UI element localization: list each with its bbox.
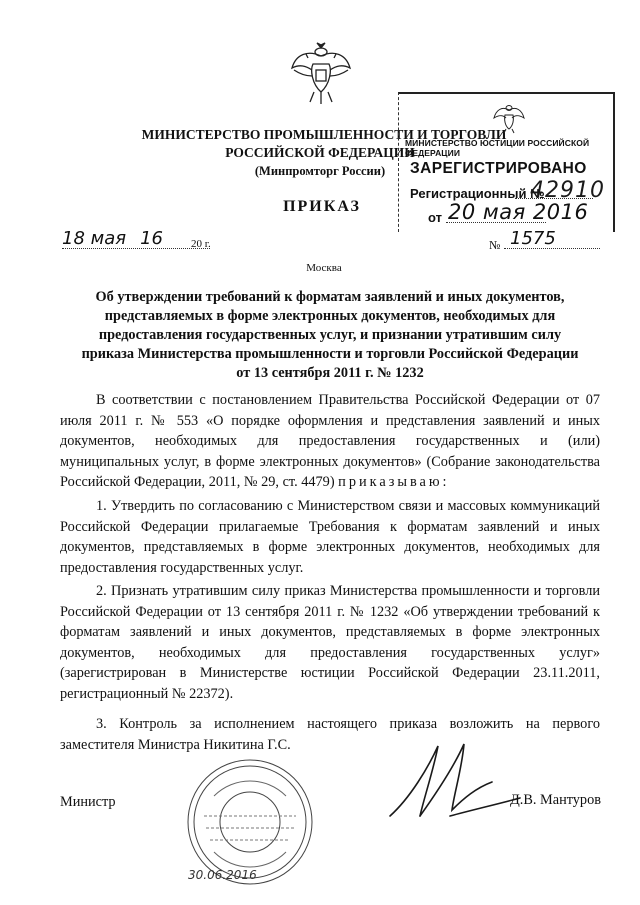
order-title-line: приказа Министерства промышленности и торговли Российской Федерации — [81, 346, 579, 362]
preamble-text: В соответствии с постановлением Правительства Российской Федерации от 07 июля 2011 г. № 553 «О порядке оформления и представления заявлений и иных документов, необходимых для предоставления государственных и (или) муниципальных услуг, в форме электронных документов» (Собрание законодательства Российской Федерации, 2011, № 29, ст. 4479) — [60, 392, 600, 490]
order-date-underline — [62, 248, 210, 249]
clause-3-text: 3. Контроль за исполнением настоящего приказа возложить на первого заместителя Министра Никитина Г.С. — [60, 716, 600, 753]
document-type-title: ПРИКАЗ — [283, 198, 361, 215]
stamp-registration-number: 42910 — [530, 178, 605, 203]
order-date-year: 16 — [140, 228, 163, 249]
order-number-sign: № — [489, 238, 501, 252]
clause-1-paragraph — [60, 496, 600, 578]
double-headed-eagle-emblem-icon — [286, 40, 356, 108]
stamp-ministry-name: МИНИСТЕРСТВО ЮСТИЦИИ РОССИЙСКОЙ ФЕДЕРАЦИИ — [405, 138, 590, 158]
signer-name: Д.В. Мантуров — [510, 792, 601, 808]
ministry-name-line1: МИНИСТЕРСТВО ПРОМЫШЛЕННОСТИ И ТОРГОВЛИ — [141, 127, 507, 142]
stamp-date-underline — [446, 222, 546, 223]
stamp-number-label: Регистрационный № — [410, 186, 545, 201]
signer-role: Министр — [60, 794, 116, 810]
order-number-underline — [504, 248, 600, 249]
order-date — [62, 228, 163, 249]
order-title — [60, 288, 600, 383]
clause-2-paragraph — [60, 581, 600, 704]
order-city: Москва — [306, 262, 342, 274]
order-year-suffix: 20 г. — [191, 238, 211, 250]
order-number: 1575 — [510, 228, 556, 249]
stamp-eagle-emblem-icon — [492, 102, 526, 134]
order-date-day-month: 18 мая — [62, 228, 127, 249]
ministry-name-line2: РОССИЙСКОЙ ФЕДЕРАЦИИ — [225, 145, 415, 160]
stamp-registered-label: ЗАРЕГИСТРИРОВАНО — [410, 160, 587, 177]
order-directive-word: приказываю: — [338, 474, 450, 490]
seal-handwritten-date: 30.06.2016 — [188, 868, 257, 882]
order-title-line: Об утверждении требований к форматам заявлений и иных документов, — [95, 289, 565, 305]
handwritten-signature-icon — [380, 738, 530, 823]
ministry-short-name: (Минпромторг России) — [254, 164, 386, 178]
clause-1-text: 1. Утвердить по согласованию с Министерством связи и массовых коммуникаций Российской Федерации прилагаемые Требования к форматам заявлений и иных документов, представляемых в форме электронных документов, необходимых для предоставления государственных услуг. — [60, 498, 600, 576]
stamp-registration-date: 20 мая 2016 — [448, 200, 589, 224]
stamp-date-prefix: от — [428, 210, 442, 225]
preamble-paragraph — [60, 390, 600, 493]
order-title-line: от 13 сентября 2011 г. № 1232 — [236, 365, 424, 381]
order-title-line: предоставления государственных услуг, и признании утратившим силу — [98, 327, 562, 343]
order-title-line: представляемых в форме электронных документов, необходимых для — [104, 308, 556, 324]
clause-2-text: 2. Признать утратившим силу приказ Министерства промышленности и торговли Российской Федерации от 13 сентября 2011 г. № 1232 «Об утверждении требований к форматам заявлений и иных документов, представляемых в форме электронных документов, необходимых для предоставления государственных услуг» (зарегистрирован в Министерстве юстиции Российской Федерации 23.11.2011, регистрационный № 22372). — [60, 583, 600, 702]
